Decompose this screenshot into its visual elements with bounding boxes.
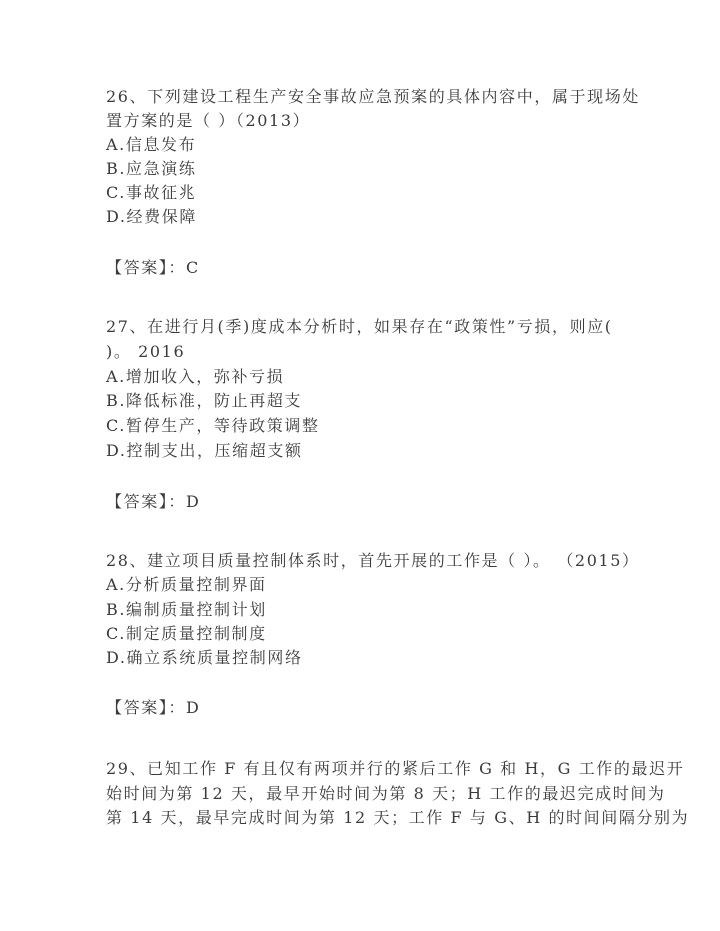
question-28-option-b: B.编制质量控制计划 [106, 600, 267, 619]
question-27-stem-line-1: 27、在进行月(季)度成本分析时，如果存在“政策性”亏损，则应( [106, 317, 613, 336]
question-29-stem-line-1: 29、已知工作 F 有且仅有两项并行的紧后工作 G 和 H，G 工作的最迟开 [106, 759, 685, 778]
question-27-option-d: D.控制支出，压缩超支额 [106, 441, 303, 460]
question-27-answer: 【答案】：D [106, 492, 201, 511]
question-26-stem-line-1: 26、下列建设工程生产安全事故应急预案的具体内容中，属于现场处 [106, 87, 640, 106]
question-28-option-d: D.确立系统质量控制网络 [106, 648, 303, 667]
question-28-answer: 【答案】：D [106, 698, 201, 717]
question-26-stem-line-2: 置方案的是（ ）（2013） [106, 111, 311, 130]
question-27-stem-line-2: )。 2016 [106, 342, 186, 361]
question-26-option-a: A.信息发布 [106, 135, 197, 154]
question-27-option-a: A.增加收入，弥补亏损 [106, 367, 285, 386]
question-29-stem-line-2: 始时间为第 12 天，最早开始时间为第 8 天；H 工作的最迟完成时间为 [106, 784, 666, 803]
question-28-option-a: A.分析质量控制界面 [106, 575, 267, 594]
question-27-option-b: B.降低标准，防止再超支 [106, 391, 303, 410]
question-26-option-c: C.事故征兆 [106, 183, 197, 202]
question-28-stem-line-1: 28、建立项目质量控制体系时，首先开展的工作是（ ）。 （2015） [106, 551, 640, 570]
question-27-option-c: C.暂停生产，等待政策调整 [106, 416, 320, 435]
question-26-option-d: D.经费保障 [106, 207, 197, 226]
question-29-stem-line-3: 第 14 天，最早完成时间为第 12 天；工作 F 与 G、H 的时间间隔分别为 [106, 808, 690, 827]
question-26-option-b: B.应急演练 [106, 159, 197, 178]
question-26-answer: 【答案】：C [106, 258, 200, 277]
question-28-option-c: C.制定质量控制制度 [106, 624, 267, 643]
